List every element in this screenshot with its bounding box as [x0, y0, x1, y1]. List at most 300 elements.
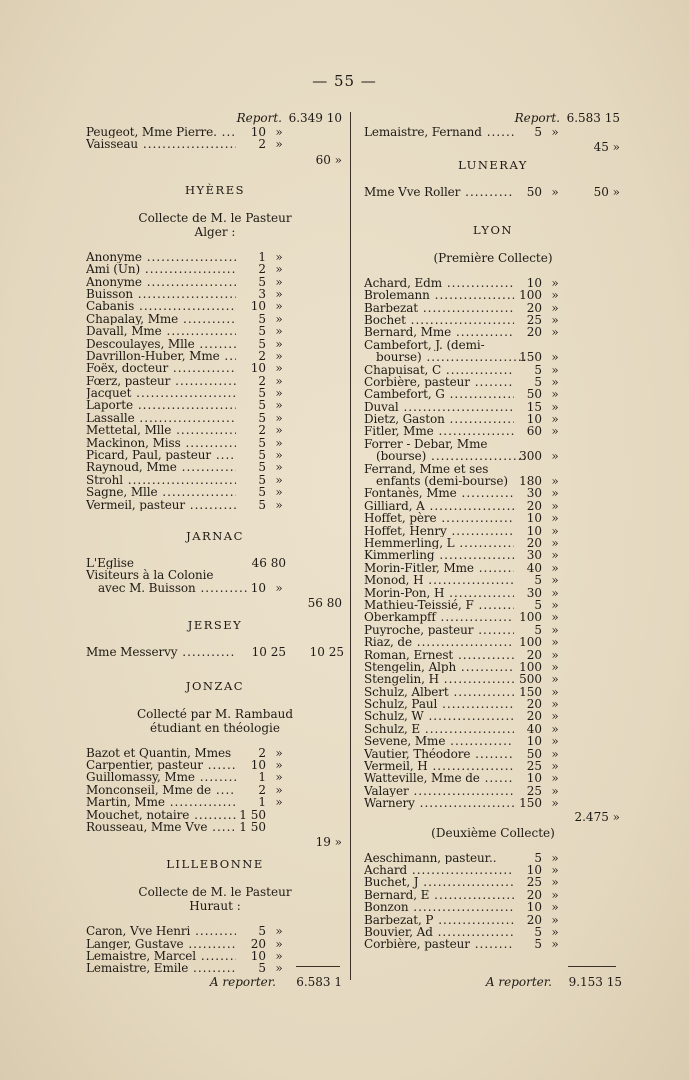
lyon-second-rows: [364, 852, 622, 951]
list-item: [86, 747, 344, 759]
entry-cents: »: [551, 697, 559, 712]
entry-name: Laporte .....: [86, 399, 236, 411]
list-item: [364, 413, 622, 425]
entry-name: Achard, Edm .....: [364, 277, 514, 289]
left-top-rows: [86, 126, 344, 151]
entry-cents: »: [551, 746, 559, 761]
list-item: [364, 938, 622, 950]
jonzac-rows: [86, 747, 344, 834]
entry-amount: 5: [258, 472, 266, 487]
list-item: [86, 126, 344, 138]
entry-amount: 50: [526, 185, 542, 200]
entry-cents: »: [551, 622, 559, 637]
entry-amount: 1 50: [239, 819, 266, 834]
lyon-rows: [364, 277, 622, 810]
report-label: Report.: [236, 111, 282, 125]
entry-amount: 1: [258, 795, 266, 810]
list-item: [364, 326, 622, 338]
entry-amount: 5: [258, 311, 266, 326]
entry-name: Visiteurs à la Colonie: [86, 569, 214, 582]
list-item: [364, 587, 622, 599]
entry-cents: »: [551, 523, 559, 538]
entry-name: Hemmerling, L .....: [364, 537, 514, 549]
entry-cents: »: [275, 472, 283, 487]
entry-amount: 30: [526, 585, 542, 600]
entry-cents: »: [551, 362, 559, 377]
entry-name: Duval .....: [364, 401, 514, 413]
list-item: [364, 438, 622, 450]
entry-cents: »: [551, 125, 559, 139]
subheading-line: Collecte de M. le Pasteur: [138, 210, 292, 225]
entry-cents: »: [551, 875, 559, 890]
entry-name: Buisson .....: [86, 288, 236, 300]
right-footer: [364, 974, 622, 990]
report-value: 6.349 10: [288, 111, 342, 125]
entry-amount: 5: [258, 448, 266, 463]
list-item: [364, 901, 622, 913]
entry-amount: 15: [526, 399, 542, 414]
entry-cents: »: [551, 796, 559, 811]
entry-cents: »: [275, 373, 283, 388]
entry-amount: 10: [526, 412, 542, 427]
list-item: [86, 362, 344, 374]
entry-name: Lemaistre, Marcel .....: [86, 950, 236, 962]
entry-cents: »: [275, 924, 283, 939]
entry-cents: »: [275, 125, 283, 139]
entry-amount: 5: [534, 597, 542, 612]
entry-cents: »: [551, 275, 559, 290]
list-item: [86, 424, 344, 436]
entry-cents: »: [551, 399, 559, 414]
entry-amount: 2: [258, 423, 266, 438]
entry-amount: 10: [250, 299, 266, 314]
list-item: [364, 926, 622, 938]
entry-cents: »: [275, 460, 283, 475]
entry-name: Guillomassy, Mme .....: [86, 771, 236, 783]
entry-name: Dietz, Gaston .....: [364, 413, 514, 425]
heading-hyeres: HYÈRES: [185, 182, 245, 197]
entry-cents: »: [551, 597, 559, 612]
entry-cents: »: [551, 312, 559, 327]
entry-name: Warnery .....: [364, 797, 514, 809]
entry-name: Bouvier, Ad .....: [364, 926, 514, 938]
entry-amount: 5: [534, 850, 542, 865]
list-item: [364, 351, 622, 363]
left-report-line: [86, 110, 344, 126]
entry-amount: 5: [258, 924, 266, 939]
list-item: [364, 649, 622, 661]
list-item: [86, 962, 344, 974]
subtotal-value: 10 25: [309, 645, 344, 660]
entry-amount: 2: [258, 782, 266, 797]
entry-amount: 5: [258, 435, 266, 450]
entry-amount: 40: [526, 721, 542, 736]
entry-name: Lemaistre, Emile .....: [86, 962, 236, 974]
entry-amount: 20: [526, 912, 542, 927]
entry-cents: »: [551, 374, 559, 389]
right-report-line: [364, 110, 622, 126]
hyeres-rows: [86, 251, 344, 511]
entry-cents: »: [275, 795, 283, 810]
entry-cents: »: [275, 249, 283, 264]
entry-name: Peugeot, Mme Pierre. .....: [86, 126, 236, 138]
list-item: [364, 364, 622, 376]
entry-name: Schulz, W .....: [364, 710, 514, 722]
entry-cents: »: [275, 936, 283, 951]
entry-cents: »: [275, 423, 283, 438]
list-item: [86, 350, 344, 362]
entry-amount: 10: [250, 361, 266, 376]
entry-amount: 1: [258, 770, 266, 785]
list-item: [364, 772, 622, 784]
entry-name: Vautier, Théodore .....: [364, 748, 514, 760]
entry-amount: 5: [258, 386, 266, 401]
list-item: [364, 289, 622, 301]
entry-name: Roman, Ernest .....: [364, 649, 514, 661]
entry-name: Sevene, Mme .....: [364, 735, 514, 747]
entry-amount: 20: [526, 697, 542, 712]
entry-cents: »: [551, 498, 559, 513]
entry-name: Anonyme .....: [86, 276, 236, 288]
entry-name: (bourse) .....: [364, 450, 526, 462]
entry-cents: »: [275, 448, 283, 463]
entry-cents: »: [275, 274, 283, 289]
entry-amount: 10: [250, 125, 266, 139]
entry-name: Morin-Pon, H .....: [364, 587, 514, 599]
list-item: [364, 549, 622, 561]
list-item: [86, 138, 344, 150]
heading-jonzac: JONZAC: [185, 678, 245, 693]
entry-amount: 5: [534, 937, 542, 952]
list-item: [364, 748, 622, 760]
lyon-subtotal: [364, 810, 622, 824]
entry-amount: 10: [526, 275, 542, 290]
list-item: [364, 914, 622, 926]
list-item: [86, 313, 344, 325]
entry-name: Barbezat, P .....: [364, 914, 514, 926]
entry-name: Forrer - Debar, Mme: [364, 437, 488, 451]
list-item: [364, 599, 622, 611]
list-item: [86, 300, 344, 312]
heading-lillebonne: LILLEBONNE: [166, 857, 264, 872]
entry-amount: 5: [258, 485, 266, 500]
entry-name: Sagne, Mlle .....: [86, 486, 236, 498]
subheading-lyon-first: (Première Collecte): [433, 250, 553, 265]
entry-name: Ami (Un) .....: [86, 263, 236, 275]
entry-name: Martin, Mme .....: [86, 796, 236, 808]
right-total-rule: [568, 966, 616, 967]
entry-amount: 20: [526, 709, 542, 724]
entry-cents: »: [551, 850, 559, 865]
lillebonne-rows: [86, 925, 344, 975]
list-item: [86, 938, 344, 950]
entry-amount: 150: [519, 684, 542, 699]
heading-jersey: JERSEY: [187, 618, 243, 633]
entry-amount: 20: [526, 647, 542, 662]
entry-amount: 30: [526, 548, 542, 563]
entry-name: Mackinon, Miss .....: [86, 437, 236, 449]
entry-amount: 100: [519, 610, 542, 625]
subheading-line: Collecte de M. le Pasteur: [138, 885, 292, 900]
list-item: [364, 698, 622, 710]
entry-amount: 2: [258, 137, 266, 152]
subheading-line: Alger :: [194, 224, 236, 239]
entry-cents: »: [275, 311, 283, 326]
list-item: [86, 821, 344, 833]
entry-amount: 1: [258, 249, 266, 264]
entry-cents: »: [551, 300, 559, 315]
entry-cents: »: [275, 386, 283, 401]
entry-amount: 5: [258, 961, 266, 976]
right-top-subtotal: [364, 138, 622, 156]
list-item: [364, 126, 622, 138]
list-item: [364, 636, 622, 648]
list-item: [364, 852, 622, 864]
entry-amount: 100: [519, 288, 542, 303]
subheading-lillebonne: [86, 885, 344, 913]
subtotal-value: 2.475 »: [574, 809, 620, 824]
entry-cents: »: [551, 783, 559, 798]
entry-name: Gilliard, A .....: [364, 500, 514, 512]
entry-amount: 100: [519, 635, 542, 650]
entry-cents: »: [551, 635, 559, 650]
entry-amount: 2: [258, 348, 266, 363]
list-item: [364, 487, 622, 499]
entry-cents: »: [275, 398, 283, 413]
entry-name: Mme Vve Roller .....: [364, 186, 514, 198]
list-item: [364, 686, 622, 698]
list-item: [364, 864, 622, 876]
entry-amount: 10: [250, 757, 266, 772]
entry-cents: »: [275, 336, 283, 351]
entry-cents: »: [551, 887, 559, 902]
entry-name: Stengelin, Alph .....: [364, 661, 514, 673]
entry-name: Bazot et Quantin, Mmes .....: [86, 747, 236, 759]
heading-lyon: LYON: [473, 222, 513, 237]
entry-name: Cambefort, G .....: [364, 388, 514, 400]
entry-cents: »: [275, 782, 283, 797]
entry-cents: »: [275, 361, 283, 376]
entry-amount: 10 25: [251, 645, 286, 660]
list-item: [86, 950, 344, 962]
entry-cents: »: [551, 647, 559, 662]
entry-amount: 1 50: [239, 807, 266, 822]
entry-name: Oberkampff .....: [364, 611, 514, 623]
entry-amount: 46 80: [251, 555, 286, 570]
entry-amount: 10: [526, 511, 542, 526]
entry-cents: »: [551, 511, 559, 526]
list-item: [86, 486, 344, 498]
entry-cents: »: [551, 412, 559, 427]
entry-amount: 5: [258, 336, 266, 351]
subheading-hyeres: [86, 211, 344, 239]
list-item: [364, 760, 622, 772]
page-number: — 55 —: [312, 72, 377, 90]
entry-name: Corbière, pasteur .....: [364, 376, 514, 388]
entry-amount: 2: [258, 373, 266, 388]
entry-amount: 60: [526, 424, 542, 439]
entry-amount: 5: [534, 374, 542, 389]
list-item: [364, 537, 622, 549]
entry-name: Bernard, Mme .....: [364, 326, 514, 338]
entry-cents: »: [551, 862, 559, 877]
list-item: [364, 512, 622, 524]
entry-name: enfants (demi-bourse): [376, 475, 508, 488]
entry-amount: 10: [526, 734, 542, 749]
subtotal-value: 45 »: [593, 140, 620, 155]
entry-name: Cabanis .....: [86, 300, 236, 312]
list-item: [364, 376, 622, 388]
entry-cents: »: [551, 548, 559, 563]
entry-name: L'Eglise: [86, 556, 134, 570]
list-item: [86, 412, 344, 424]
list-item: [364, 889, 622, 901]
entry-name: Fœrz, pasteur .....: [86, 375, 236, 387]
list-item: [364, 463, 622, 475]
report-value: 6.583 15: [566, 111, 620, 125]
entry-amount: 25: [526, 783, 542, 798]
entry-name: Anonyme .....: [86, 251, 236, 263]
entry-amount: 10: [250, 949, 266, 964]
entry-name: Raynoud, Mme .....: [86, 461, 236, 473]
list-item: [86, 288, 344, 300]
entry-cents: »: [551, 924, 559, 939]
entry-cents: »: [551, 684, 559, 699]
entry-cents: »: [551, 771, 559, 786]
entry-cents: »: [275, 961, 283, 976]
entry-amount: 3: [258, 286, 266, 301]
entry-name: Bonzon .....: [364, 901, 514, 913]
entry-name: Monconseil, Mme de .....: [86, 784, 236, 796]
entry-cents: »: [551, 387, 559, 402]
subtotal-value: 19 »: [315, 835, 342, 850]
entry-name: Bernard, E .....: [364, 889, 514, 901]
list-item: [364, 500, 622, 512]
list-item: [86, 557, 344, 569]
entry-cents: »: [551, 672, 559, 687]
entry-amount: 10: [526, 862, 542, 877]
list-item: [364, 710, 622, 722]
entry-amount: 5: [258, 324, 266, 339]
entry-name: Cambefort, J. (demi-: [364, 338, 485, 352]
jonzac-subtotal: [86, 833, 344, 851]
column-divider: [350, 112, 351, 980]
entry-cents: »: [275, 485, 283, 500]
entry-cents: »: [275, 949, 283, 964]
carry-forward-value: 9.153 15: [568, 975, 622, 989]
entry-name: Brolemann .....: [364, 289, 514, 301]
entry-name: Davall, Mme .....: [86, 325, 236, 337]
entry-amount: 150: [519, 350, 542, 365]
entry-cents: »: [551, 585, 559, 600]
entry-amount: 50: [526, 746, 542, 761]
entry-cents: »: [551, 912, 559, 927]
entry-cents: »: [275, 299, 283, 314]
entry-name: Vermeil, H .....: [364, 760, 514, 772]
entry-amount: 20: [526, 498, 542, 513]
entry-cents: »: [275, 580, 283, 595]
subheading-line: Collecté par M. Rambaud: [136, 706, 294, 721]
list-item: [364, 624, 622, 636]
entry-name: Foëx, docteur .....: [86, 362, 236, 374]
entry-amount: 20: [526, 325, 542, 340]
entry-cents: »: [551, 486, 559, 501]
entry-cents: »: [275, 497, 283, 512]
entry-cents: »: [551, 288, 559, 303]
entry-name: Davrillon-Huber, Mme .....: [86, 350, 236, 362]
list-item: [364, 401, 622, 413]
list-item: [86, 784, 344, 796]
entry-name: Carpentier, pasteur .....: [86, 759, 236, 771]
entry-amount: 30: [526, 486, 542, 501]
subheading-line: étudiant en théologie: [150, 720, 280, 735]
entry-amount: 10: [526, 900, 542, 915]
list-item: [364, 450, 622, 462]
list-item: [364, 339, 622, 351]
entry-cents: »: [551, 610, 559, 625]
list-item: [86, 251, 344, 263]
list-item: [86, 796, 344, 808]
entry-amount: 300: [519, 449, 542, 464]
entry-amount: 500: [519, 672, 542, 687]
entry-name: Stengelin, H .....: [364, 673, 514, 685]
entry-name: Mouchet, notaire .....: [86, 809, 236, 821]
entry-cents: »: [551, 535, 559, 550]
entry-name: Chapuisat, C .....: [364, 364, 514, 376]
entry-amount: 20: [526, 300, 542, 315]
right-column: [364, 110, 622, 951]
list-item: [364, 661, 622, 673]
entry-amount: 100: [519, 659, 542, 674]
list-item: [86, 461, 344, 473]
entry-cents: »: [551, 734, 559, 749]
list-item: [86, 449, 344, 461]
entry-amount: 40: [526, 560, 542, 575]
entry-cents: »: [551, 573, 559, 588]
entry-amount: 180: [519, 474, 542, 489]
entry-cents: »: [551, 350, 559, 365]
entry-amount: 2: [258, 262, 266, 277]
list-item: [86, 582, 344, 594]
entry-name: Riaz, de .....: [364, 636, 514, 648]
list-item: [86, 263, 344, 275]
entry-name: Kimmerling .....: [364, 549, 514, 561]
entry-name: Schulz, Albert .....: [364, 686, 514, 698]
entry-name: Morin-Fitler, Mme .....: [364, 562, 514, 574]
list-item: [86, 771, 344, 783]
heading-jarnac: JARNAC: [186, 528, 244, 543]
left-footer: [86, 974, 344, 990]
entry-cents: »: [275, 770, 283, 785]
entry-name: Puyroche, pasteur .....: [364, 624, 514, 636]
entry-name: Mme Messervy .....: [86, 646, 236, 658]
entry-name: Rousseau, Mme Vve .....: [86, 821, 236, 833]
entry-amount: 5: [258, 398, 266, 413]
list-item: [86, 399, 344, 411]
entry-name: Fontanès, Mme .....: [364, 487, 514, 499]
list-item: [364, 562, 622, 574]
list-item: [364, 314, 622, 326]
list-item: [86, 925, 344, 937]
list-item: [364, 785, 622, 797]
list-item: [364, 425, 622, 437]
subheading-jonzac: [86, 707, 344, 735]
list-item: [86, 646, 344, 658]
entry-amount: 20: [250, 936, 266, 951]
entry-amount: 10: [526, 523, 542, 538]
entry-name: Fitler, Mme .....: [364, 425, 514, 437]
list-item: [364, 574, 622, 586]
